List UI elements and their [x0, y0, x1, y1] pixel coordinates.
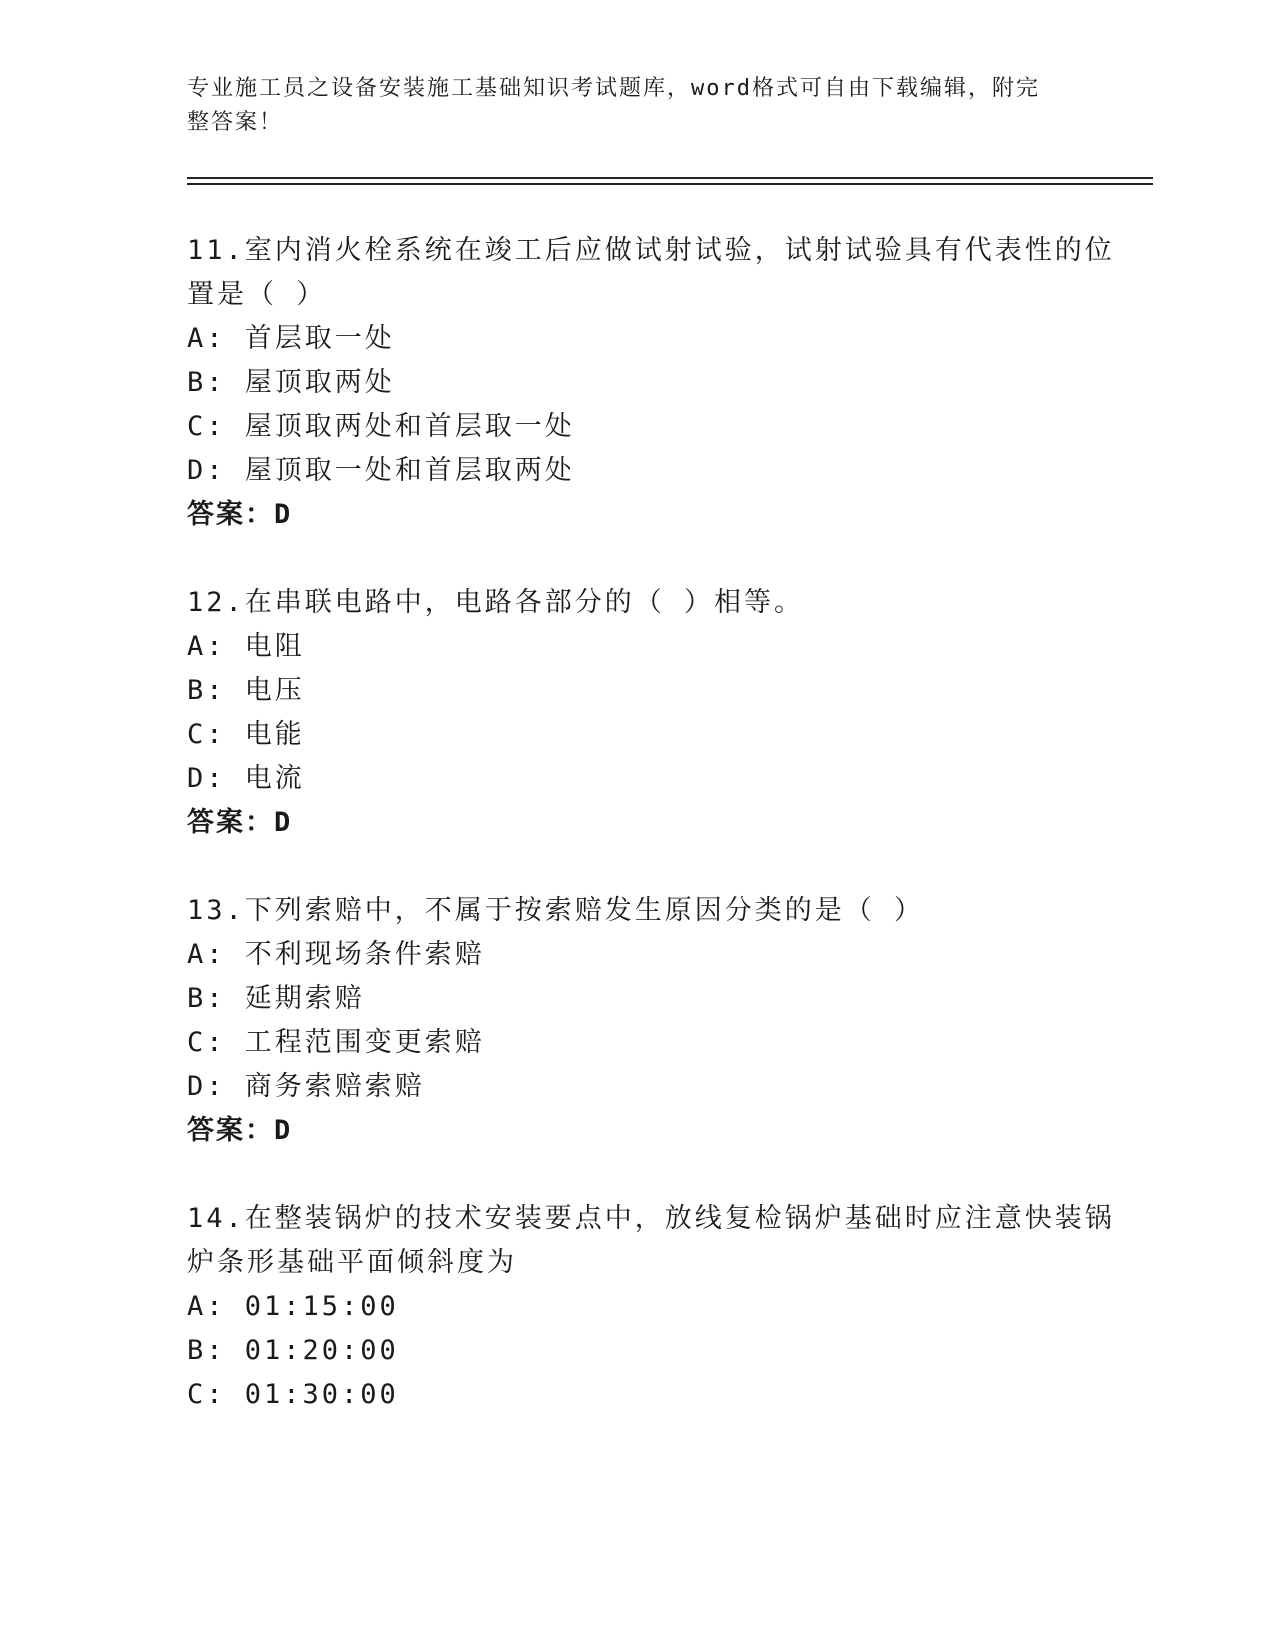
question-13-option-c: C: 工程范围变更索赔: [187, 1027, 485, 1058]
question-14-stem-line-1: 14.在整装锅炉的技术安装要点中，放线复检锅炉基础时应注意快装锅: [187, 1203, 1115, 1234]
question-13-stem-line-1: 13.下列索赔中，不属于按索赔发生原因分类的是（ ）: [187, 895, 925, 926]
question-11-option-a: A: 首层取一处: [187, 323, 395, 354]
question-12-option-c: C: 电能: [187, 719, 305, 750]
header-divider-top: [187, 177, 1153, 179]
question-11-option-d: D: 屋顶取一处和首层取两处: [187, 455, 575, 486]
header-divider-bottom: [187, 183, 1153, 185]
question-13-answer: 答案：D: [187, 1115, 293, 1146]
question-12-answer: 答案：D: [187, 807, 293, 838]
question-11-stem-line-1: 11.室内消火栓系统在竣工后应做试射试验，试射试验具有代表性的位: [187, 235, 1115, 266]
header-line-1: 专业施工员之设备安装施工基础知识考试题库，word格式可自由下载编辑，附完: [187, 76, 1040, 101]
question-12-stem-line-1: 12.在串联电路中，电路各部分的（ ）相等。: [187, 587, 805, 618]
question-11-option-b: B: 屋顶取两处: [187, 367, 395, 398]
question-14-stem-line-2: 炉条形基础平面倾斜度为: [187, 1247, 517, 1278]
question-13-option-b: B: 延期索赔: [187, 983, 365, 1014]
document-header: [187, 72, 1067, 140]
question-13-option-d: D: 商务索赔索赔: [187, 1071, 425, 1102]
question-12-option-a: A: 电阻: [187, 631, 305, 662]
header-line-2: 整答案！: [187, 110, 284, 135]
question-11-stem-line-2: 置是（ ）: [187, 279, 327, 310]
question-13-option-a: A: 不利现场条件索赔: [187, 939, 485, 970]
question-12-option-b: B: 电压: [187, 675, 305, 706]
question-14-option-c: C: 01:30:00: [187, 1379, 399, 1410]
question-12-option-d: D: 电流: [187, 763, 305, 794]
question-11-option-c: C: 屋顶取两处和首层取一处: [187, 411, 575, 442]
question-14-option-a: A: 01:15:00: [187, 1291, 399, 1322]
question-14-option-b: B: 01:20:00: [187, 1335, 399, 1366]
question-11-answer: 答案：D: [187, 499, 293, 530]
